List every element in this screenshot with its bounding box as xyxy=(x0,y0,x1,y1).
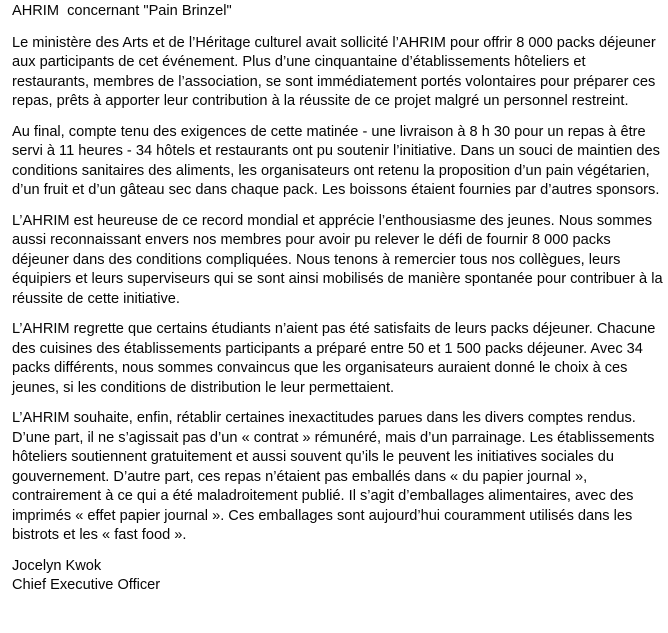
post-paragraph-5: L’AHRIM souhaite, enfin, rétablir certaines inexactitudes parues dans les divers comptes rendus. D’une part, il ne s’agissait pas d’un « contrat » rémunéré, mais d’un parrainage. Les établissements hôteliers soutiennent gratuitement et aussi souvent qu’ils le peuvent les initiatives sociales du gouvernement. D’autre part, ces repas n’étaient pas emballés dans « du papier journal », contrairement à ce qui a été maladroitement publié. Il s’agit d’emballages alimentaires, avec des imprimés « effet papier journal ». Ces emballages sont aujourd’hui couramment utilisés dans les bistrots et les « fast food ». xyxy=(12,410,655,543)
signature xyxy=(12,557,664,596)
post-paragraph-3: L’AHRIM est heureuse de ce record mondial et apprécie l’enthousiasme des jeunes. Nous sommes aussi reconnaissant envers nos membres pour avoir pu relever le défi de fournir 8 000 packs déjeuner dans des conditions compliquées. Nous tenons à remercier tous nos collègues, leurs équipiers et leurs superviseurs qui se sont ainsi mobilisés de manière spontanée pour contribuer à la réussite de cette initiative. xyxy=(12,212,663,307)
post-title: AHRIM concernant "Pain Brinzel" xyxy=(12,3,232,19)
post-paragraph-2: Au final, compte tenu des exigences de cette matinée - une livraison à 8 h 30 pour un repas à être servi à 11 heures - 34 hôtels et restaurants ont pu soutenir l’initiative. Dans un souci de maintien des conditions sanitaires des aliments, les organisateurs ont retenu la proposition d’un pain végétarien, d’un fruit et d’un gâteau sec dans chaque pack. Les boissons étaient fournies par d’autres sponsors. xyxy=(12,123,660,198)
signature-role: Chief Executive Officer xyxy=(12,577,161,593)
post-body xyxy=(12,2,664,596)
post-paragraph-1: Le ministère des Arts et de l’Héritage culturel avait sollicité l’AHRIM pour offrir 8 000 packs déjeuner aux participants de cet événement. Plus d’une cinquantaine d’établissements hôteliers et restaurants, membres de l’association, se sont immédiatement portés volontaires pour préparer ces repas, prêts à apporter leur contribution à la réussite de ce projet malgré un personnel restreint. xyxy=(12,34,656,109)
signature-name: Jocelyn Kwok xyxy=(12,557,102,574)
post-paragraph-4: L’AHRIM regrette que certains étudiants n’aient pas été satisfaits de leurs packs déjeuner. Chacune des cuisines des établissements participants a préparé entre 50 et 1 500 packs déjeuner. Avec 34 packs différents, nous sommes convaincus que les organisateurs auraient donné le choix à ces jeunes, si les conditions de distribution le leur permettaient. xyxy=(12,321,656,396)
